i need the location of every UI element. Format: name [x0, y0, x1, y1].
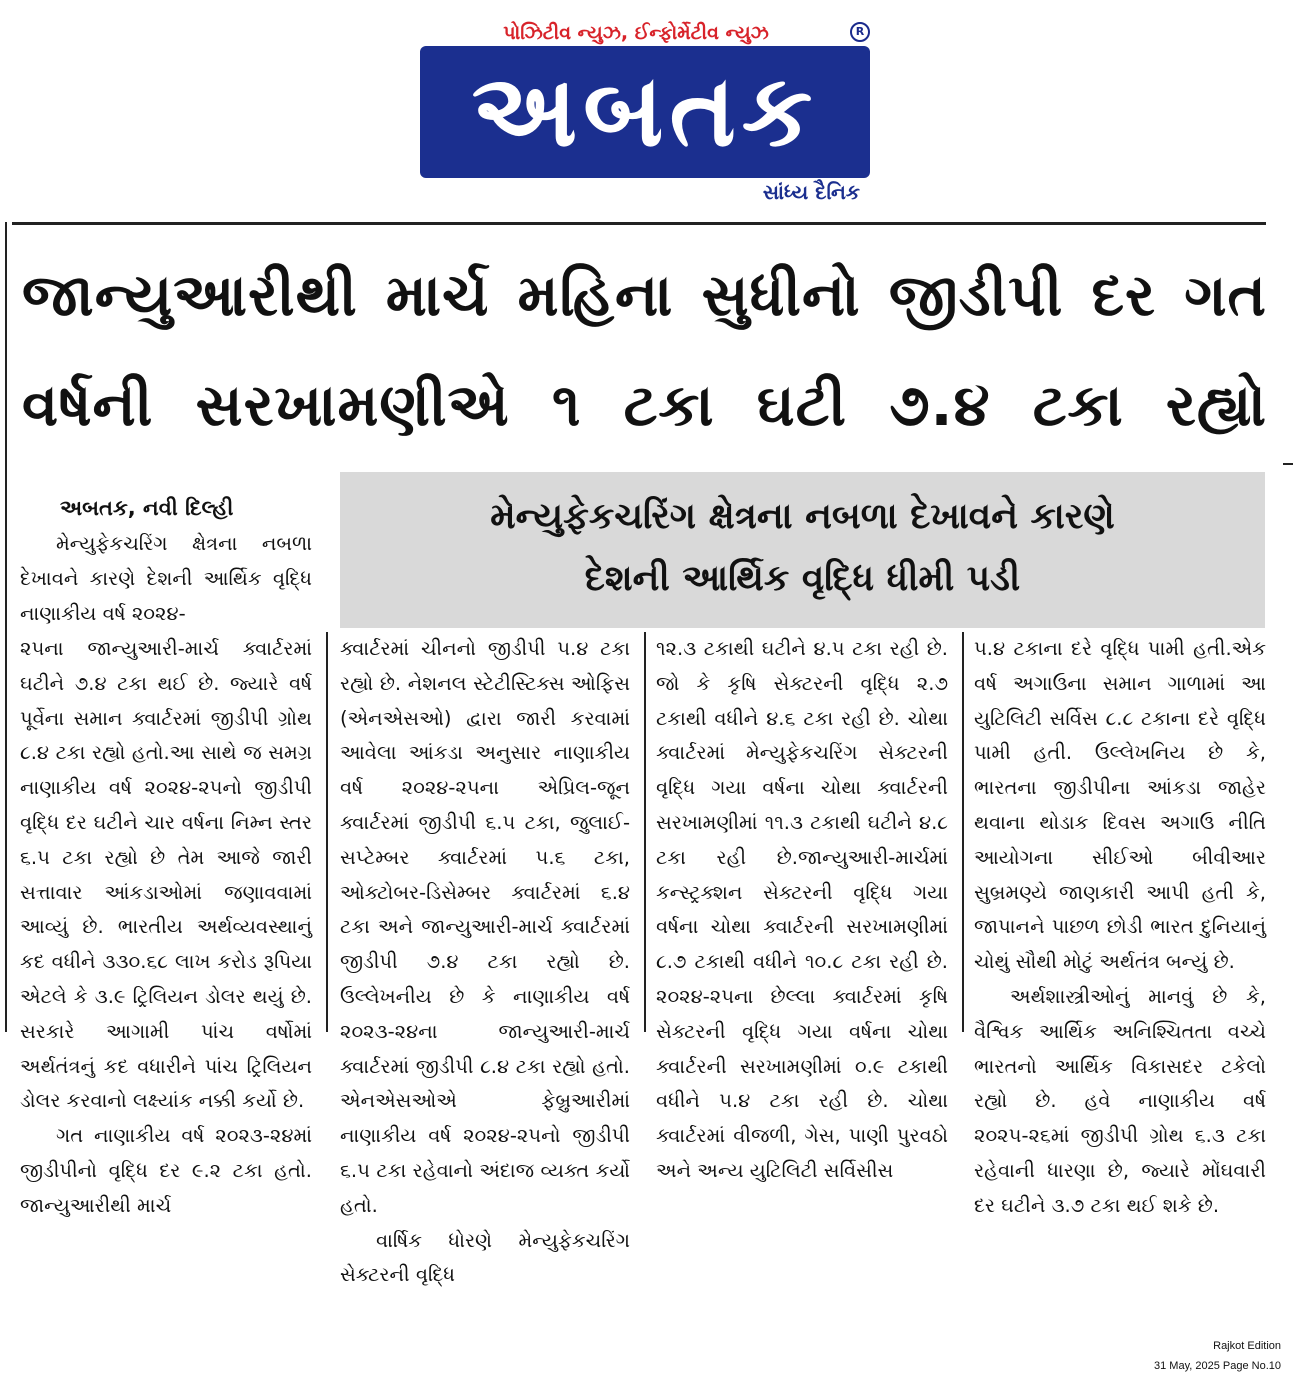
- subheadline-line-2: દેશની આર્થિક વૃદ્ધિ ધીમી પડી: [584, 558, 1021, 599]
- article-column-4: [974, 632, 1266, 1224]
- article-paragraph: ક્વાર્ટરમાં ચીનનો જીડીપી ૫.૪ ટકા રહ્યો છે. નેશનલ સ્ટેટીસ્ટિક્સ ઓફિસ (એનએસઓ) દ્વારા જારી કરવામાં આવેલા આંકડા અનુસાર નાણાકીય વર્ષ ૨૦૨૪-૨૫ના એપ્રિલ-જૂન ક્વાર્ટરમાં જીડીપી ૬.૫ ટકા, જુલાઈ-સપ્ટેમ્બર ક્વાર્ટરમાં ૫.૬ ટકા, ઓક્ટોબર-ડિસેમ્બર ક્વાર્ટરમાં ૬.૪ ટકા અને જાન્યુઆરી-માર્ચ ક્વાર્ટરમાં જીડીપી ૭.૪ ટકા રહ્યો છે. ઉલ્લેખનીય છે કે નાણાકીય વર્ષ ૨૦૨૩-૨૪ના જાન્યુઆરી-માર્ચ ક્વાર્ટરમાં જીડીપી ૮.૪ ટકા રહ્યો હતો. એનએસઓએ ફેબ્રુઆરીમાં નાણાકીય વર્ષ ૨૦૨૪-૨૫નો જીડીપી ૬.૫ ટકા રહેવાનો અંદાજ વ્યક્ત કર્યો હતો.: [340, 637, 630, 1217]
- article-column-2: [340, 632, 630, 1293]
- headline: [22, 240, 1267, 460]
- article-paragraph: વાર્ષિક ધોરણે મેન્યુફેકચરિંગ સેક્ટરની વૃદ્ધિ: [340, 1228, 630, 1287]
- subheadline-box: [340, 472, 1265, 628]
- newspaper-logo: અબતક: [420, 46, 870, 178]
- masthead-subtag: સાંધ્ય દૈનિક: [762, 180, 860, 204]
- article-paragraph: ૫.૪ ટકાના દરે વૃદ્ધિ પામી હતી.એક વર્ષ અગાઉના સમાન ગાળામાં આ યુટિલિટી સર્વિસ ૮.૮ ટકાના દરે વૃદ્ધિ પામી હતી. ઉલ્લેખનિય છે કે, ભારતના જીડીપીના આંકડા જાહેર થવાના થોડાક દિવસ અગાઉ નીતિ આયોગના સીઈઓ બીવીઆર સુબ્રમણ્યે જાણકારી આપી હતી કે, જાપાનને પાછળ છોડી ભારત દુનિયાનું ચોથું સૌથી મોટું અર્થતંત્ર બન્યું છે.: [974, 637, 1266, 974]
- column-divider: [326, 632, 328, 1032]
- article-paragraph: મેન્યુફેકચરિંગ ક્ષેત્રના નબળા દેખાવને કારણે દેશની આર્થિક વૃદ્ધિ નાણાકીય વર્ષ ૨૦૨૪-: [20, 532, 312, 625]
- registered-mark: R: [850, 22, 870, 42]
- article-paragraph: ૧૨.૩ ટકાથી ઘટીને ૪.૫ ટકા રહી છે. જો કે કૃષિ સેક્ટરની વૃદ્ધિ ૨.૭ ટકાથી વધીને ૪.૬ ટકા રહી છે. ચોથા ક્વાર્ટરમાં મેન્યુફેકચરિંગ સેક્ટરની વૃદ્ધિ ગયા વર્ષના ચોથા ક્વાર્ટરની સરખામણીમાં ૧૧.૩ ટકાથી ઘટીને ૪.૮ ટકા રહી છે.જાન્યુઆરી-માર્ચમાં કન્સ્ટ્રક્શન સેક્ટરની વૃદ્ધિ ગયા વર્ષના ચોથા ક્વાર્ટરની સરખામણીમાં ૮.૭ ટકાથી વધીને ૧૦.૮ ટકા રહી છે. ૨૦૨૪-૨૫ના છેલ્લા ક્વાર્ટરમાં કૃષિ સેક્ટરની વૃદ્ધિ ગયા વર્ષના ચોથા ક્વાર્ટરની સરખામણીમાં ૦.૯ ટકાથી વધીને ૫.૪ ટકા રહી છે. ચોથા ક્વાર્ટરમાં વીજળી, ગેસ, પાણી પુરવઠો અને અન્ય યુટિલિટી સર્વિસીસ: [656, 637, 949, 1182]
- headline-line-1: જાન્યુઆરીથી માર્ચ મહિના સુધીનો જીડીપી દર ગત: [22, 261, 1267, 329]
- page-footer: [1154, 1336, 1281, 1376]
- edition-label: Rajkot Edition: [1213, 1340, 1281, 1352]
- date-page-label: 31 May, 2025 Page No.10: [1154, 1360, 1281, 1372]
- dateline: અબતક, નવી દિલ્હી: [60, 496, 234, 520]
- header-rule: [12, 222, 1266, 225]
- headline-line-2: વર્ષની સરખામણીએ ૧ ટકા ઘટી ૭.૪ ટકા રહ્યો: [22, 371, 1267, 439]
- column-divider: [644, 632, 646, 1032]
- article-column-3: [656, 632, 948, 1189]
- divider-tick: [1283, 463, 1293, 465]
- article-paragraph: ગત નાણાકીય વર્ષ ૨૦૨૩-૨૪માં જીડીપીનો વૃદ્ધિ દર ૯.૨ ટકા હતો. જાન્યુઆરીથી માર્ચ: [20, 1124, 312, 1217]
- article-paragraph: ૨૫ના જાન્યુઆરી-માર્ચ ક્વાર્ટરમાં ઘટીને ૭.૪ ટકા થઈ છે. જ્યારે વર્ષ પૂર્વેના સમાન ક્વાર્ટરમાં જીડીપી ગ્રોથ ૮.૪ ટકા રહ્યો હતો.આ સાથે જ સમગ્ર નાણાકીય વર્ષ ૨૦૨૪-૨૫નો જીડીપી વૃદ્ધિ દર ઘટીને ચાર વર્ષના નિમ્ન સ્તર ૬.૫ ટકા રહ્યો છે તેમ આજે જારી સત્તાવાર આંકડાઓમાં જણાવવામાં આવ્યું છે. ભારતીય અર્થવ્યવસ્થાનું કદ વધીને ૩૩૦.૬૮ લાખ કરોડ રૂપિયા એટલે કે ૩.૯ ટ્રિલિયન ડોલર થયું છે. સરકારે આગામી પાંચ વર્ષોમાં અર્થતંત્રનું કદ વધારીને પાંચ ટ્રિલિયન ડોલર કરવાનો લક્ષ્યાંક નક્કી કર્યો છે.: [20, 637, 312, 1113]
- left-border: [5, 222, 7, 1032]
- article-column-1-top: [20, 527, 312, 631]
- masthead: [420, 18, 870, 208]
- masthead-tagline: પોઝિટીવ ન્યુઝ, ઈન્ફોર્મેટીવ ન્યુઝ: [503, 22, 769, 44]
- article-paragraph: અર્થશાસ્ત્રીઓનું માનવું છે કે, વૈશ્વિક આર્થિક અનિશ્ચિતતા વચ્ચે ભારતનો આર્થિક વિકાસદર ટકેલો રહ્યો છે. હવે નાણાકીય વર્ષ ૨૦૨૫-૨૬માં જીડીપી ગ્રોથ ૬.૩ ટકા રહેવાની ધારણા છે, જ્યારે મોંઘવારી દર ઘટીને ૩.૭ ટકા થઈ શકે છે.: [974, 984, 1266, 1217]
- column-divider: [962, 632, 964, 1032]
- article-column-1: [20, 632, 312, 1224]
- subheadline-line-1: મેન્યુફેકચરિંગ ક્ષેત્રના નબળા દેખાવને કારણે: [490, 496, 1115, 537]
